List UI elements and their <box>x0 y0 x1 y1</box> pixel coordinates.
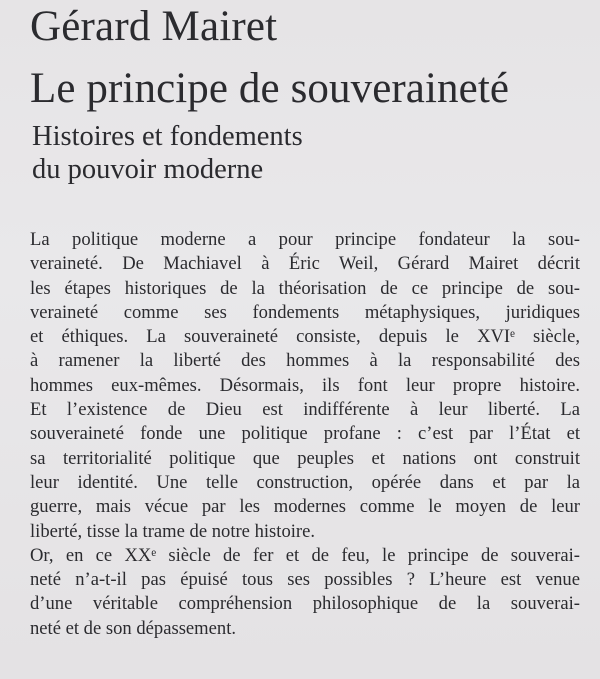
blurb-line: neté et de son dépassement. <box>30 617 237 639</box>
blurb-line: veraineté comme ses fondements métaphysiques, juridiques <box>30 301 580 323</box>
blurb-line: La politique moderne a pour principe fondateur la sou- <box>30 229 580 250</box>
blurb-line: et éthiques. La souveraineté consiste, depuis le XVIᵉ siècle, <box>30 326 580 348</box>
blurb-line: veraineté. De Machiavel à Éric Weil, Gérard Mairet décrit <box>30 253 580 275</box>
blurb-text <box>30 228 580 641</box>
subtitle-line: Histoires et fondements <box>32 121 303 152</box>
subtitle-line: du pouvoir moderne <box>32 154 264 185</box>
blurb-line: d’une véritable compréhension philosophique de la souverai- <box>30 593 580 615</box>
blurb-line: à ramener la liberté des hommes à la responsabilité des <box>30 350 580 372</box>
blurb-line: Et l’existence de Dieu est indifférente à leur liberté. La <box>30 399 580 421</box>
blurb-line: liberté, tisse la trame de notre histoire. <box>30 520 316 542</box>
blurb-line: les étapes historiques de la théorisation de ce principe de sou- <box>30 277 580 299</box>
book-subtitle <box>32 120 303 186</box>
blurb-line: leur identité. Une telle construction, opérée dans et par la <box>30 471 580 493</box>
blurb-line: hommes eux-mêmes. Désormais, ils font leur propre histoire. <box>30 374 580 396</box>
blurb-line: guerre, mais vécue par les modernes comme le moyen de leur <box>30 496 580 518</box>
blurb-line: Or, en ce XXᵉ siècle de fer et de feu, le principe de souverai- <box>30 544 580 566</box>
blurb-line: souveraineté fonde une politique profane : c’est par l’État et <box>30 423 580 445</box>
book-title: Le principe de souveraineté <box>30 65 510 112</box>
author-name: Gérard Mairet <box>30 3 278 50</box>
blurb-line: sa territorialité politique que peuples et nations ont construit <box>30 447 580 469</box>
blurb-line: neté n’a-t-il pas épuisé tous ses possibles ? L’heure est venue <box>30 569 580 591</box>
